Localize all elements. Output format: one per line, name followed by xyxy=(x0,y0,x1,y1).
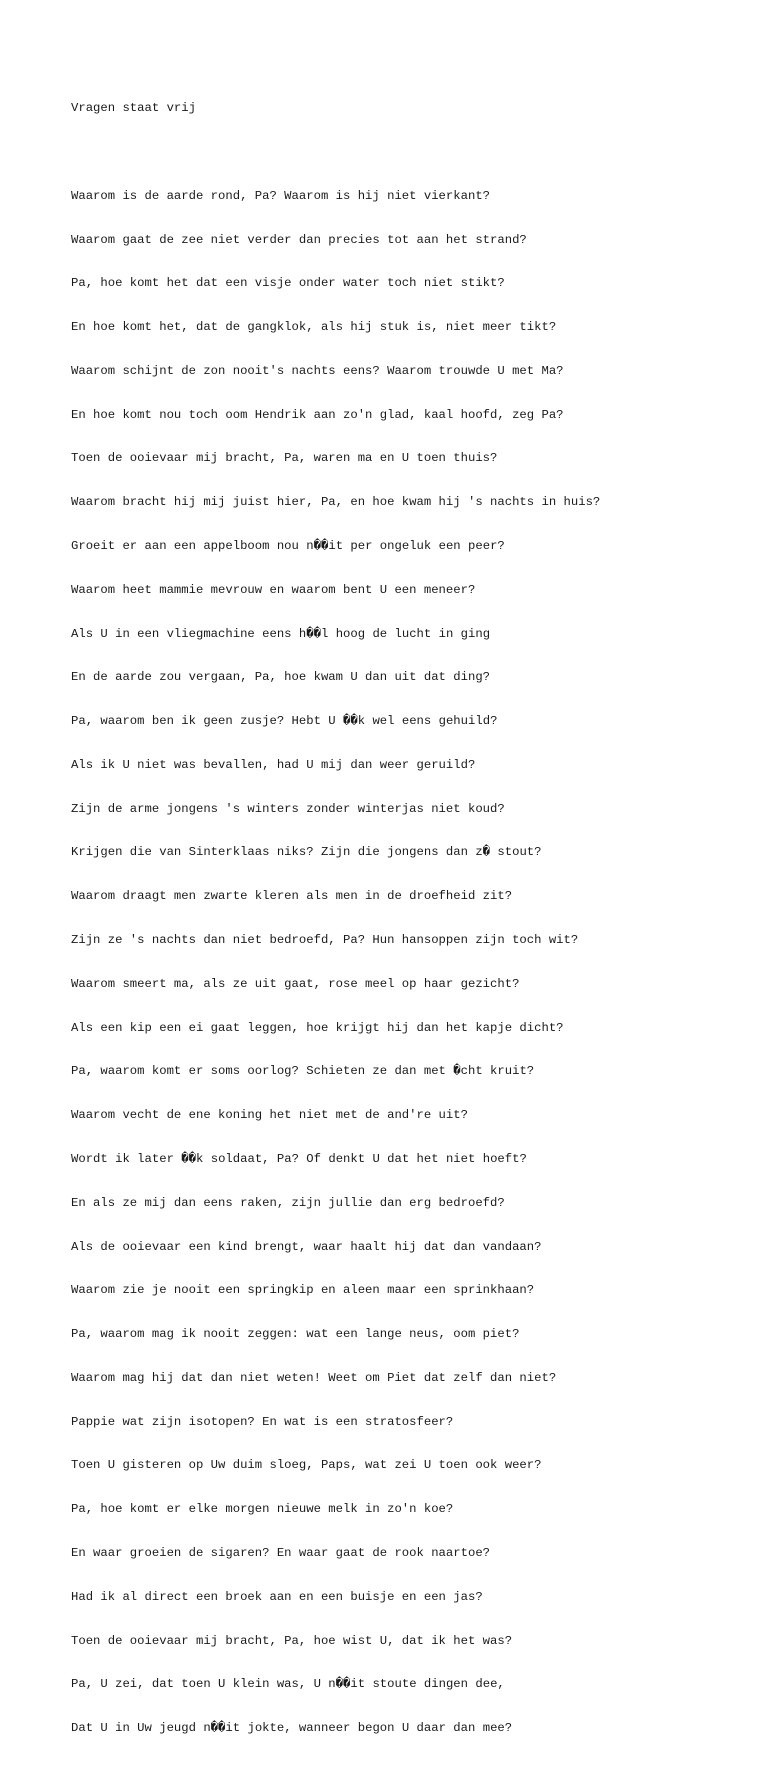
poem-line: Toen U gisteren op Uw duim sloeg, Paps, wat zei U toen ook weer? xyxy=(71,1458,542,1473)
poem-line: Waarom is de aarde rond, Pa? Waarom is hij niet vierkant? xyxy=(71,188,491,203)
poem-line: Als ik U niet was bevallen, had U mij dan weer geruild? xyxy=(71,757,476,772)
poem-line: Pappie wat zijn isotopen? En wat is een stratosfeer? xyxy=(71,1414,454,1429)
poem-line: En hoe komt het, dat de gangklok, als hij stuk is, niet meer tikt? xyxy=(71,320,557,335)
poem-line: Krijgen die van Sinterklaas niks? Zijn die jongens dan z� stout? xyxy=(71,845,542,860)
poem-line: Waarom mag hij dat dan niet weten! Weet om Piet dat zelf dan niet? xyxy=(71,1370,557,1385)
poem-line: En als ze mij dan eens raken, zijn jullie dan erg bedroefd? xyxy=(71,1195,505,1210)
poem-line: Waarom heet mammie mevrouw en waarom bent U een meneer? xyxy=(71,582,476,597)
poem-line: Als U in een vliegmachine eens h��l hoog de lucht in ging xyxy=(71,626,491,641)
poem-line: Waarom draagt men zwarte kleren als men in de droefheid zit? xyxy=(71,889,513,904)
poem-title: Vragen staat vrij xyxy=(71,101,196,116)
document-page xyxy=(71,72,768,1779)
poem-line: Pa, U zei, dat toen U klein was, U n��it stoute dingen dee, xyxy=(71,1677,505,1692)
poem-line: En hoe komt nou toch oom Hendrik aan zo'n glad, kaal hoofd, zeg Pa? xyxy=(71,407,564,422)
poem-line: Waarom zie je nooit een springkip en aleen maar een sprinkhaan? xyxy=(71,1283,535,1298)
poem-line: Pa, waarom ben ik geen zusje? Hebt U ��k wel eens gehuild? xyxy=(71,714,498,729)
poem-line: Als de ooievaar een kind brengt, waar haalt hij dat dan vandaan? xyxy=(71,1239,542,1254)
poem-body xyxy=(71,160,768,1765)
poem-line: Zijn de arme jongens 's winters zonder winterjas niet koud? xyxy=(71,801,505,816)
poem-line: Wordt ik later ��k soldaat, Pa? Of denkt U dat het niet hoeft? xyxy=(71,1151,527,1166)
poem-line: Waarom vecht de ene koning het niet met de and're uit? xyxy=(71,1108,468,1123)
poem-line: Groeit er aan een appelboom nou n��it per ongeluk een peer? xyxy=(71,539,505,553)
poem-line: Pa, waarom komt er soms oorlog? Schieten ze dan met �cht kruit? xyxy=(71,1064,535,1079)
poem-line: Waarom bracht hij mij juist hier, Pa, en hoe kwam hij 's nachts in huis? xyxy=(71,495,601,510)
poem-line: Toen de ooievaar mij bracht, Pa, waren ma en U toen thuis? xyxy=(71,451,498,466)
poem-line: Waarom gaat de zee niet verder dan precies tot aan het strand? xyxy=(71,232,527,247)
poem-line: Zijn ze 's nachts dan niet bedroefd, Pa? Hun hansoppen zijn toch wit? xyxy=(71,933,579,948)
poem-line: En de aarde zou vergaan, Pa, hoe kwam U dan uit dat ding? xyxy=(71,670,491,685)
poem-line: Pa, hoe komt er elke morgen nieuwe melk in zo'n koe? xyxy=(71,1502,454,1517)
poem-line: Waarom smeert ma, als ze uit gaat, rose meel op haar gezicht? xyxy=(71,976,520,991)
poem-line: Had ik al direct een broek aan en een buisje en een jas? xyxy=(71,1589,483,1604)
poem-line: Pa, waarom mag ik nooit zeggen: wat een lange neus, oom piet? xyxy=(71,1327,520,1342)
poem-line: Waarom schijnt de zon nooit's nachts eens? Waarom trouwde U met Ma? xyxy=(71,363,564,378)
poem-line: Pa, hoe komt het dat een visje onder water toch niet stikt? xyxy=(71,276,505,291)
poem-line: Als een kip een ei gaat leggen, hoe krijgt hij dan het kapje dicht? xyxy=(71,1020,564,1035)
poem-line: En waar groeien de sigaren? En waar gaat de rook naartoe? xyxy=(71,1545,491,1560)
poem-line: Toen de ooievaar mij bracht, Pa, hoe wist U, dat ik het was? xyxy=(71,1633,513,1648)
poem-line: Dat U in Uw jeugd n��it jokte, wanneer begon U daar dan mee? xyxy=(71,1721,513,1736)
